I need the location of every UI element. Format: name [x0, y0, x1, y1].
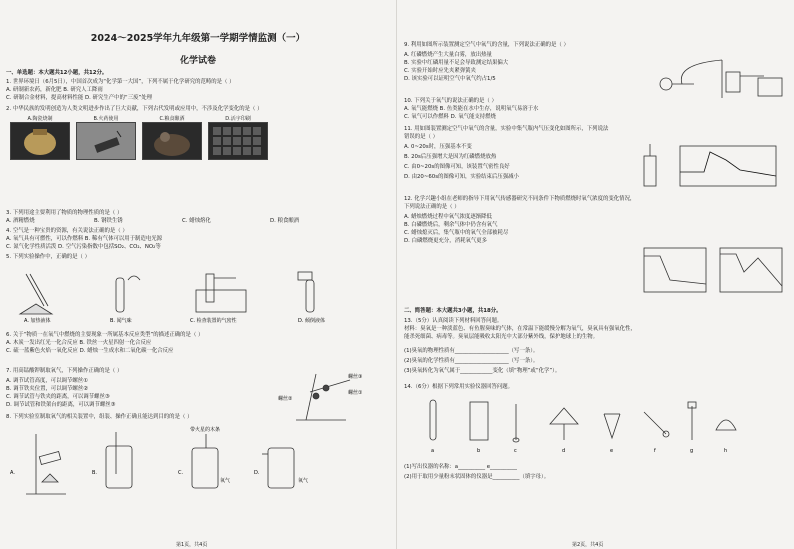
q12-stem-1: 12. 化学兴趣小组在老师的指导下用氧气传感器研究不同条件下物质燃烧时氧气浓度的变化情况，	[404, 196, 636, 202]
q10-options-cd: C. 氧气可以作燃料 D. 氧气能支持燃烧	[404, 114, 496, 120]
q8-stem: 8. 下列实验室制取氧气的相关装置中，组装、操作正确且能达到目的的是（ ）	[6, 414, 193, 420]
q9-apparatus-figure	[654, 48, 788, 102]
q5-option-d: D. 倾倒液体	[298, 318, 326, 324]
q9-option-d: D. 该实验可以证明空气中氧气约占1/5	[404, 76, 496, 82]
q6-options-ab: A. 木炭一发出红光一化合反应 B. 铁丝一火星四射一化合反应	[6, 340, 152, 346]
q13-part-2: (2)臭氧的化学性质有____________________（写一条）。	[404, 358, 539, 364]
q4-options-ab: A. 氧气具有可燃性，可以作燃料 B. 稀有气体可以用于制造电光源	[6, 236, 163, 242]
q12-stem-2: 下列说法正确的是（ ）	[404, 204, 460, 210]
q9-option-b: B. 实验中红磷用量不足会导致测定结果偏大	[404, 60, 509, 66]
q8-oxygen-label-d: 氧气	[298, 478, 309, 484]
page-divider	[396, 0, 397, 549]
q3-option-a: A. 酒精燃烧	[6, 218, 35, 224]
q14-instruments-figure	[404, 394, 788, 458]
q2-option-a: A.陶瓷烧制	[27, 116, 53, 122]
q13-part-3: (3)臭氧转化为氧气属于____________变化（填“物理”或“化学”）。	[404, 368, 561, 374]
section-2-heading: 二、简答题：本大题共3小题，共18分。	[404, 308, 502, 314]
q5-option-c: C. 检查装置的气密性	[190, 318, 237, 324]
q8-apparatus-figure	[6, 424, 390, 500]
q12-option-a: A. 蜡烛燃烧过程中氧气浓度逐渐降低	[404, 214, 492, 220]
q7-option-d: D. 调节试管和铁架台的距离，可以调节螺丝③	[6, 402, 116, 408]
q8-option-d: D.	[254, 470, 260, 476]
q14-part-2: (2)用于取用少量粉末状固体的仪器是__________（填字母）。	[404, 474, 550, 480]
page-1	[6, 18, 390, 548]
q13-material-2: 能杀死细菌、病毒等。臭氧层能吸收太阳光中大部分紫外线，保护地球上的生物。	[404, 334, 599, 340]
q4-stem: 4. 空气是一种宝贵的资源，有关说法正确的是（ ）	[6, 228, 128, 234]
q10-stem: 10. 下列关于氧气的说法正确的是（ ）	[404, 98, 497, 104]
q5-stem: 5. 下列实验操作中，正确的是（ ）	[6, 254, 91, 260]
q7-option-a: A. 调节试管高度，可以调节螺丝①	[6, 378, 88, 384]
exam-title: 2024～2025学年九年级第一学期学情监测（一）	[90, 33, 306, 44]
q7-iron-stand-figure	[276, 368, 388, 428]
q13-part-1: (1)臭氧的物理性质有____________________（写一条）。	[404, 348, 539, 354]
q14-label-c: c	[514, 448, 517, 454]
q6-stem: 6. 关于“物质一在氧气中燃烧的主要现象一所属基本反应类型”的描述正确的是（ ）	[6, 332, 204, 338]
q5-option-b: B. 闻气味	[110, 318, 132, 324]
q11-stem-2: 错误的是（ ）	[404, 134, 439, 140]
pottery-photo	[10, 122, 70, 160]
q14-stem: 14.（6分）根据下列常用实验仪器回答问题。	[404, 384, 514, 390]
q11-pressure-figure	[640, 142, 786, 192]
q14-label-e: e	[610, 448, 614, 454]
q7-screw2-label: 螺丝②	[278, 396, 293, 402]
q3-stem: 3. 下列用途主要利用了物质的物理性质的是（ ）	[6, 210, 123, 216]
q14-label-h: h	[724, 448, 728, 454]
q7-stem: 7. 用高锰酸钾制取氧气，下列操作正确的是（ ）	[6, 368, 123, 374]
q11-option-b: B. 20s后压强增大是因为红磷燃烧放热	[404, 154, 497, 160]
q8-oxygen-label-c: 氧气	[220, 478, 231, 484]
q9-option-a: A. 红磷燃烧产生大量白雾，放出热量	[404, 52, 492, 58]
q12-oxygen-curve-figure	[640, 244, 786, 300]
q11-stem-1: 11. 用如图装置测定空气中氧气的含量，实验中集气瓶内气压变化如图所示，下列说法	[404, 126, 609, 132]
q3-options	[6, 218, 358, 225]
firework-photo	[76, 122, 136, 160]
movable-type-photo	[208, 122, 268, 160]
q5-apparatus-figure	[6, 264, 390, 324]
q2-option-d: D.活字印刷	[225, 116, 251, 122]
q13-stem: 13.（5分）认真阅读下列材料回答问题。	[404, 318, 503, 324]
q2-figures	[10, 115, 268, 160]
q2-option-b: B.火药使用	[93, 116, 119, 122]
q14-label-g: g	[690, 448, 694, 454]
q8-option-a: A.	[10, 470, 15, 476]
page-1-footer: 第1页，共4页	[176, 542, 208, 548]
q14-part-1: (1)写出仪器的名称：a__________ e__________	[404, 464, 518, 470]
section-1-heading: 一、单选题：本大题共12小题，共12分。	[6, 70, 108, 76]
q7-screw1-label: 螺丝①	[348, 390, 363, 396]
q1-options-cd: C. 研制合金材料，提高材料性能 D. 研究生产中的“三废”处理	[6, 95, 153, 101]
q3-option-d: D. 粮食酿酒	[270, 218, 300, 224]
q12-option-d: D. 白磷燃烧更充分，消耗氧气更多	[404, 238, 488, 244]
q9-option-c: C. 实验开始时应先夹紧弹簧夹	[404, 68, 476, 74]
q14-label-b: b	[477, 448, 481, 454]
q9-stem: 9. 利用如图所示装置测定空气中氧气的含量，下列说法正确的是（ ）	[404, 42, 569, 48]
q11-option-c: C. 由0~20s的图像可知，该装置气密性良好	[404, 164, 510, 170]
q4-options-cd: C. 氮气化学性质活泼 D. 空气污染指数中包括SO₂、CO₂、NO₂等	[6, 244, 161, 250]
q8-option-b: B.	[92, 470, 98, 476]
q10-options-ab: A. 氧气能燃烧 B. 鱼类能在水中生存，说明氧气易溶于水	[404, 106, 539, 112]
q1-stem: 1. 世界环境日（6月5日），中国首次成为“化学第一大国”，下列不属于化学研究的范畴的是（ ）	[6, 79, 235, 85]
q3-option-c: C. 蜡烛熔化	[182, 218, 211, 224]
q12-option-b: B. 白磷燃烧后，剩余气体中仍含有氧气	[404, 222, 498, 228]
q2-option-c: C.粮食酿酒	[159, 116, 185, 122]
q7-option-b: B. 调节铁夹位置，可以调节螺丝②	[6, 386, 89, 392]
exam-subject: 化学试卷	[179, 56, 216, 66]
q8-option-c: C.	[178, 470, 184, 476]
wine-brewing-photo	[142, 122, 202, 160]
q7-option-c: C. 调节试管与铁夹的距离，可以调节螺丝③	[6, 394, 110, 400]
page-2-footer: 第2页，共4页	[572, 542, 604, 548]
q11-option-d: D. 由20~60s的图像可知，实验结束后压强减小	[404, 174, 519, 180]
q1-options-ab: A. 研制新农药，新化肥 B. 研究人工降雨	[6, 87, 103, 93]
q6-options-cd: C. 硫一蓝紫色火焰一氧化反应 D. 蜡烛一生成水和二氧化碳一化合反应	[6, 348, 174, 354]
q13-material-1: 材料：臭氧是一种淡蓝色、有鱼腥臭味的气体，在常温下能缓慢分解为氧气，臭氧具有强氧化性，	[404, 326, 636, 332]
page-2	[404, 18, 788, 548]
q14-label-d: d	[562, 448, 566, 454]
q12-option-c: C. 蜡烛熄灭后，集气瓶中的氧气全部被耗尽	[404, 230, 509, 236]
q11-option-a: A. 0~20s时，压强基本不变	[404, 144, 472, 150]
q14-label-a: a	[431, 448, 435, 454]
q8-glowing-splint-label: 带火星的木条	[190, 427, 221, 433]
q5-option-a: A. 加热液体	[24, 318, 51, 324]
q14-label-f: f	[654, 448, 656, 454]
q2-stem: 2. 中华民族的发明创造为人类文明进步作出了巨大贡献，下列古代发明或应用中，不涉及化学变化的是（ ）	[6, 106, 263, 112]
q3-option-b: B. 钢铁生锈	[94, 218, 123, 224]
q7-screw3-label: 螺丝③	[348, 374, 363, 380]
